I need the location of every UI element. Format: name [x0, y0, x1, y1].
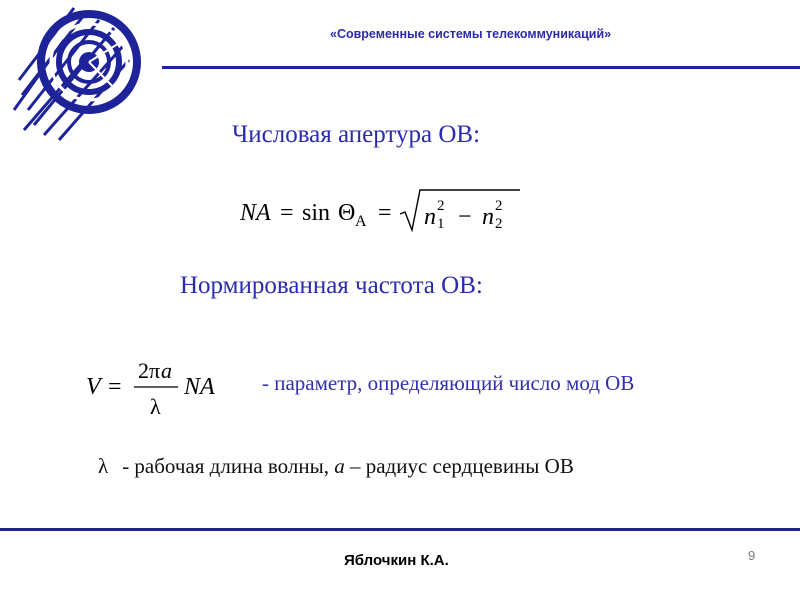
svg-text:2: 2	[495, 216, 503, 232]
footer-divider	[0, 528, 800, 531]
svg-text:n: n	[424, 204, 436, 230]
lambda-symbol: λ	[98, 454, 109, 478]
svg-text:NA: NA	[184, 374, 215, 400]
header-divider	[162, 66, 800, 69]
svg-text:a: a	[161, 358, 172, 383]
svg-text:sin: sin	[302, 200, 331, 226]
author-name: Яблочкин К.А.	[344, 552, 449, 569]
presentation-title: «Современные системы телекоммуникаций»	[330, 27, 612, 41]
variable-legend	[98, 454, 574, 479]
svg-text:n: n	[482, 204, 494, 230]
page-number: 9	[748, 548, 756, 563]
svg-text:2: 2	[437, 198, 445, 214]
svg-text:A: A	[355, 213, 367, 230]
svg-text:Θ: Θ	[338, 200, 356, 226]
normalized-frequency-heading: Нормированная частота ОВ:	[180, 272, 483, 299]
svg-text:=: =	[378, 200, 392, 226]
numerical-aperture-formula	[240, 186, 540, 236]
svg-text:2π: 2π	[138, 358, 161, 383]
legend-text-before: - рабочая длина волны,	[122, 454, 335, 478]
legend-text-after: – радиус сердцевины ОВ	[344, 454, 574, 478]
svg-text:1: 1	[437, 216, 445, 232]
normalized-frequency-description: - параметр, определяющий число мод ОВ	[262, 371, 635, 395]
fiber-optic-spiral-logo	[4, 0, 154, 150]
svg-text:=: =	[108, 374, 122, 400]
svg-text:V: V	[86, 374, 101, 400]
svg-text:2: 2	[495, 198, 503, 214]
normalized-frequency-formula	[86, 352, 236, 422]
numerical-aperture-heading: Числовая апертура ОВ:	[232, 121, 481, 148]
svg-text:=: =	[280, 200, 294, 226]
svg-text:λ: λ	[150, 394, 161, 419]
legend-variable: а	[334, 454, 345, 478]
svg-text:NA: NA	[240, 200, 271, 226]
svg-text:−: −	[458, 204, 472, 230]
